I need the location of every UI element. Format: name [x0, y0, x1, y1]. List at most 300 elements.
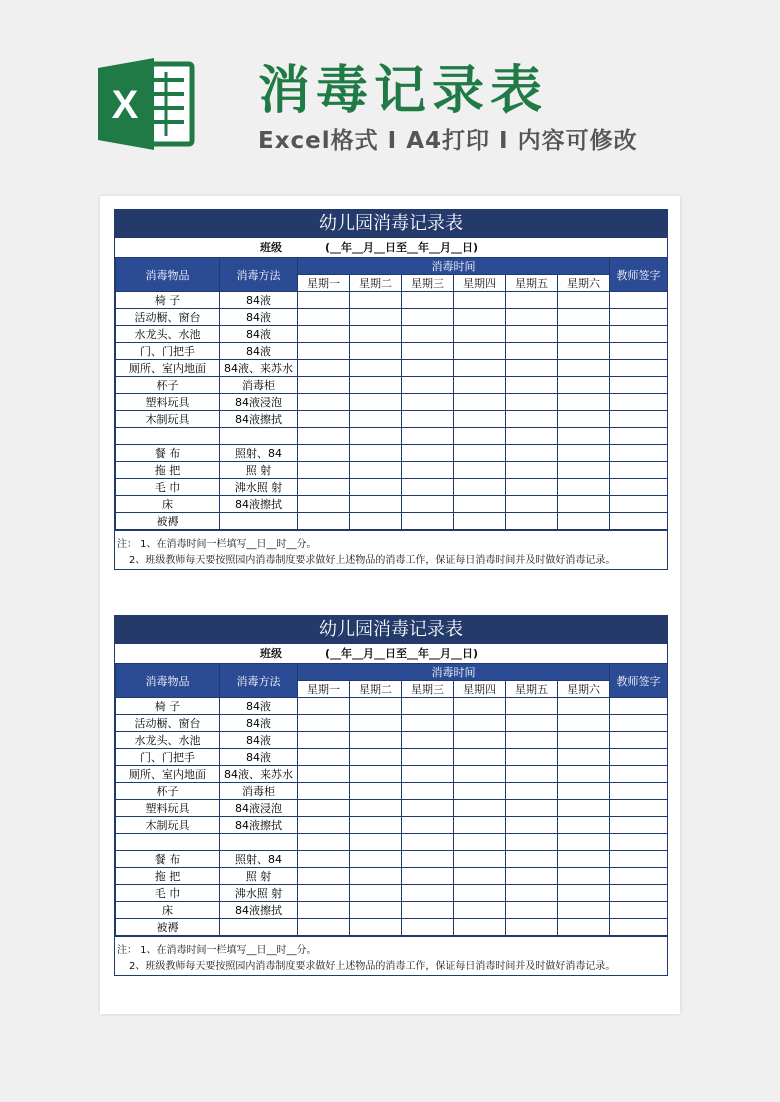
time-cell[interactable] [454, 428, 506, 445]
time-cell[interactable] [558, 445, 610, 462]
time-cell[interactable] [454, 715, 506, 732]
time-cell[interactable] [350, 462, 402, 479]
header-day: 星期五 [506, 275, 558, 292]
table-row [116, 496, 668, 513]
time-cell[interactable] [402, 513, 454, 530]
time-cell[interactable] [558, 343, 610, 360]
time-cell[interactable] [558, 732, 610, 749]
item-cell: 椅 子 [116, 292, 220, 309]
signature-cell[interactable] [610, 479, 668, 496]
table-row [116, 309, 668, 326]
banner [0, 0, 780, 185]
time-cell[interactable] [402, 360, 454, 377]
time-cell[interactable] [558, 394, 610, 411]
method-cell: 84液、来苏水 [220, 360, 298, 377]
time-cell[interactable] [402, 800, 454, 817]
time-cell[interactable] [298, 783, 350, 800]
time-cell[interactable] [350, 394, 402, 411]
time-cell[interactable] [402, 749, 454, 766]
time-cell[interactable] [402, 834, 454, 851]
time-cell[interactable] [506, 749, 558, 766]
item-cell: 杯子 [116, 377, 220, 394]
time-cell[interactable] [298, 766, 350, 783]
method-cell: 84液 [220, 343, 298, 360]
time-cell[interactable] [298, 885, 350, 902]
item-cell: 拖 把 [116, 868, 220, 885]
table-row [116, 411, 668, 428]
time-cell[interactable] [298, 326, 350, 343]
method-cell: 84液 [220, 292, 298, 309]
time-cell[interactable] [350, 343, 402, 360]
item-cell: 水龙头、水池 [116, 732, 220, 749]
table-row [116, 732, 668, 749]
time-cell[interactable] [454, 292, 506, 309]
document-page [100, 196, 680, 1014]
method-cell: 消毒柜 [220, 783, 298, 800]
table-row [116, 766, 668, 783]
time-cell[interactable] [298, 445, 350, 462]
time-cell[interactable] [558, 292, 610, 309]
item-cell: 活动橱、窗台 [116, 309, 220, 326]
time-cell[interactable] [402, 496, 454, 513]
time-cell[interactable] [454, 800, 506, 817]
time-cell[interactable] [402, 292, 454, 309]
signature-cell[interactable] [610, 513, 668, 530]
item-cell: 厕所、室内地面 [116, 766, 220, 783]
time-cell[interactable] [402, 377, 454, 394]
time-cell[interactable] [558, 919, 610, 936]
time-cell[interactable] [558, 749, 610, 766]
table-row [116, 919, 668, 936]
time-cell[interactable] [350, 749, 402, 766]
item-cell: 椅 子 [116, 698, 220, 715]
excel-icon [98, 58, 198, 150]
method-cell: 84液擦拭 [220, 411, 298, 428]
banner-title: 消毒记录表 [258, 61, 549, 121]
time-cell[interactable] [506, 428, 558, 445]
time-cell[interactable] [298, 428, 350, 445]
item-cell [116, 834, 220, 851]
time-cell[interactable] [298, 817, 350, 834]
time-cell[interactable] [402, 394, 454, 411]
time-cell[interactable] [350, 766, 402, 783]
header-signature: 教师签字 [610, 258, 668, 292]
time-cell[interactable] [454, 868, 506, 885]
method-cell: 84液 [220, 732, 298, 749]
time-cell[interactable] [350, 326, 402, 343]
time-cell[interactable] [558, 817, 610, 834]
method-cell: 84液浸泡 [220, 394, 298, 411]
signature-cell[interactable] [610, 783, 668, 800]
signature-cell[interactable] [610, 377, 668, 394]
time-cell[interactable] [506, 377, 558, 394]
time-cell[interactable] [402, 428, 454, 445]
item-cell: 被褥 [116, 513, 220, 530]
header-day: 星期三 [402, 275, 454, 292]
time-cell[interactable] [558, 309, 610, 326]
time-cell[interactable] [298, 309, 350, 326]
signature-cell[interactable] [610, 698, 668, 715]
time-cell[interactable] [350, 309, 402, 326]
table-body [116, 698, 668, 936]
time-cell[interactable] [402, 326, 454, 343]
time-cell[interactable] [506, 834, 558, 851]
time-cell[interactable] [558, 428, 610, 445]
signature-cell[interactable] [610, 360, 668, 377]
signature-cell[interactable] [610, 834, 668, 851]
time-cell[interactable] [506, 394, 558, 411]
time-cell[interactable] [506, 445, 558, 462]
time-cell[interactable] [506, 513, 558, 530]
time-cell[interactable] [454, 919, 506, 936]
time-cell[interactable] [350, 479, 402, 496]
time-cell[interactable] [506, 462, 558, 479]
signature-cell[interactable] [610, 496, 668, 513]
time-cell[interactable] [350, 360, 402, 377]
time-cell[interactable] [558, 377, 610, 394]
signature-cell[interactable] [610, 800, 668, 817]
time-cell[interactable] [298, 377, 350, 394]
form-title: 幼儿园消毒记录表 [115, 210, 667, 237]
time-cell[interactable] [454, 749, 506, 766]
time-cell[interactable] [506, 715, 558, 732]
table-row [116, 698, 668, 715]
time-cell[interactable] [350, 902, 402, 919]
time-cell[interactable] [298, 868, 350, 885]
time-cell[interactable] [454, 817, 506, 834]
item-cell: 餐 布 [116, 851, 220, 868]
time-cell[interactable] [350, 428, 402, 445]
time-cell[interactable] [454, 343, 506, 360]
method-cell [220, 834, 298, 851]
method-cell: 照射、84 [220, 445, 298, 462]
time-cell[interactable] [298, 394, 350, 411]
header-item: 消毒物品 [116, 664, 220, 698]
time-cell[interactable] [402, 698, 454, 715]
time-cell[interactable] [506, 800, 558, 817]
time-cell[interactable] [558, 766, 610, 783]
time-cell[interactable] [506, 885, 558, 902]
method-cell: 84液 [220, 715, 298, 732]
date-range: (__年__月__日至__年__月__日) [325, 241, 479, 254]
time-cell[interactable] [558, 479, 610, 496]
signature-cell[interactable] [610, 732, 668, 749]
item-cell: 塑料玩具 [116, 394, 220, 411]
method-cell: 消毒柜 [220, 377, 298, 394]
time-cell[interactable] [298, 851, 350, 868]
time-cell[interactable] [402, 411, 454, 428]
time-cell[interactable] [350, 868, 402, 885]
time-cell[interactable] [402, 462, 454, 479]
item-cell: 床 [116, 496, 220, 513]
method-cell: 照 射 [220, 462, 298, 479]
time-cell[interactable] [298, 698, 350, 715]
signature-cell[interactable] [610, 817, 668, 834]
time-cell[interactable] [506, 496, 558, 513]
time-cell[interactable] [350, 783, 402, 800]
date-range: (__年__月__日至__年__月__日) [325, 647, 479, 660]
time-cell[interactable] [298, 462, 350, 479]
record-form-1 [114, 209, 668, 570]
item-cell: 木制玩具 [116, 817, 220, 834]
time-cell[interactable] [350, 834, 402, 851]
time-cell[interactable] [298, 496, 350, 513]
time-cell[interactable] [454, 309, 506, 326]
signature-cell[interactable] [610, 445, 668, 462]
signature-cell[interactable] [610, 411, 668, 428]
time-cell[interactable] [298, 513, 350, 530]
time-cell[interactable] [506, 360, 558, 377]
method-cell: 84液浸泡 [220, 800, 298, 817]
time-cell[interactable] [402, 479, 454, 496]
time-cell[interactable] [506, 698, 558, 715]
time-cell[interactable] [298, 800, 350, 817]
time-cell[interactable] [558, 834, 610, 851]
time-cell[interactable] [506, 479, 558, 496]
time-cell[interactable] [558, 902, 610, 919]
time-cell[interactable] [454, 698, 506, 715]
header-day: 星期二 [350, 275, 402, 292]
record-form-2 [114, 615, 668, 976]
table-body [116, 292, 668, 530]
time-cell[interactable] [350, 732, 402, 749]
time-cell[interactable] [350, 715, 402, 732]
signature-cell[interactable] [610, 343, 668, 360]
time-cell[interactable] [298, 292, 350, 309]
time-cell[interactable] [454, 445, 506, 462]
time-cell[interactable] [558, 800, 610, 817]
time-cell[interactable] [454, 496, 506, 513]
table-row [116, 462, 668, 479]
notes [115, 530, 667, 569]
time-cell[interactable] [298, 411, 350, 428]
time-cell[interactable] [454, 326, 506, 343]
time-cell[interactable] [402, 715, 454, 732]
method-cell [220, 919, 298, 936]
method-cell: 84液擦拭 [220, 817, 298, 834]
time-cell[interactable] [402, 885, 454, 902]
time-cell[interactable] [402, 445, 454, 462]
table-row [116, 343, 668, 360]
time-cell[interactable] [454, 766, 506, 783]
time-cell[interactable] [350, 851, 402, 868]
time-cell[interactable] [402, 919, 454, 936]
signature-cell[interactable] [610, 715, 668, 732]
time-cell[interactable] [298, 715, 350, 732]
note-1: 注： 1、在消毒时间一栏填写__日__时__分。 [117, 539, 317, 550]
time-cell[interactable] [402, 817, 454, 834]
item-cell: 床 [116, 902, 220, 919]
time-cell[interactable] [298, 343, 350, 360]
method-cell: 84液、来苏水 [220, 766, 298, 783]
time-cell[interactable] [506, 732, 558, 749]
table-row [116, 749, 668, 766]
table-row [116, 479, 668, 496]
time-cell[interactable] [350, 817, 402, 834]
item-cell: 毛 巾 [116, 885, 220, 902]
header-item: 消毒物品 [116, 258, 220, 292]
signature-cell[interactable] [610, 868, 668, 885]
time-cell[interactable] [558, 715, 610, 732]
time-cell[interactable] [454, 885, 506, 902]
table-row [116, 851, 668, 868]
time-cell[interactable] [506, 817, 558, 834]
table-row [116, 885, 668, 902]
table-row [116, 428, 668, 445]
signature-cell[interactable] [610, 292, 668, 309]
time-cell[interactable] [350, 800, 402, 817]
method-cell: 沸水照 射 [220, 479, 298, 496]
time-cell[interactable] [298, 732, 350, 749]
time-cell[interactable] [350, 919, 402, 936]
time-cell[interactable] [558, 462, 610, 479]
item-cell [116, 428, 220, 445]
time-cell[interactable] [558, 885, 610, 902]
time-cell[interactable] [454, 783, 506, 800]
time-cell[interactable] [506, 868, 558, 885]
time-cell[interactable] [350, 698, 402, 715]
header-day: 星期一 [298, 275, 350, 292]
method-cell: 84液擦拭 [220, 902, 298, 919]
table-row [116, 800, 668, 817]
method-cell: 84液 [220, 326, 298, 343]
time-cell[interactable] [506, 902, 558, 919]
time-cell[interactable] [298, 360, 350, 377]
time-cell[interactable] [506, 851, 558, 868]
item-cell: 被褥 [116, 919, 220, 936]
time-cell[interactable] [558, 496, 610, 513]
time-cell[interactable] [506, 783, 558, 800]
class-label: 班级 [260, 647, 282, 660]
time-cell[interactable] [402, 343, 454, 360]
table-row [116, 902, 668, 919]
time-cell[interactable] [454, 513, 506, 530]
time-cell[interactable] [402, 851, 454, 868]
method-cell: 84液 [220, 698, 298, 715]
time-cell[interactable] [402, 732, 454, 749]
class-line [115, 237, 667, 257]
time-cell[interactable] [454, 411, 506, 428]
time-cell[interactable] [454, 851, 506, 868]
signature-cell[interactable] [610, 394, 668, 411]
signature-cell[interactable] [610, 902, 668, 919]
time-cell[interactable] [506, 309, 558, 326]
time-cell[interactable] [454, 377, 506, 394]
time-cell[interactable] [506, 766, 558, 783]
signature-cell[interactable] [610, 766, 668, 783]
time-cell[interactable] [558, 851, 610, 868]
time-cell[interactable] [506, 411, 558, 428]
time-cell[interactable] [298, 919, 350, 936]
time-cell[interactable] [298, 479, 350, 496]
item-cell: 木制玩具 [116, 411, 220, 428]
method-cell: 照 射 [220, 868, 298, 885]
time-cell[interactable] [454, 462, 506, 479]
signature-cell[interactable] [610, 885, 668, 902]
time-cell[interactable] [454, 360, 506, 377]
item-cell: 厕所、室内地面 [116, 360, 220, 377]
time-cell[interactable] [402, 766, 454, 783]
time-cell[interactable] [298, 834, 350, 851]
method-cell: 沸水照 射 [220, 885, 298, 902]
signature-cell[interactable] [610, 749, 668, 766]
time-cell[interactable] [558, 698, 610, 715]
time-cell[interactable] [402, 309, 454, 326]
time-cell[interactable] [558, 783, 610, 800]
header-day: 星期二 [350, 681, 402, 698]
signature-cell[interactable] [610, 919, 668, 936]
item-cell: 水龙头、水池 [116, 326, 220, 343]
signature-cell[interactable] [610, 462, 668, 479]
time-cell[interactable] [454, 834, 506, 851]
time-cell[interactable] [558, 513, 610, 530]
time-cell[interactable] [350, 445, 402, 462]
note-1: 注： 1、在消毒时间一栏填写__日__时__分。 [117, 945, 317, 956]
time-cell[interactable] [506, 326, 558, 343]
time-cell[interactable] [298, 902, 350, 919]
time-cell[interactable] [402, 902, 454, 919]
signature-cell[interactable] [610, 851, 668, 868]
time-cell[interactable] [454, 732, 506, 749]
form-title: 幼儿园消毒记录表 [115, 616, 667, 643]
header-day: 星期一 [298, 681, 350, 698]
header-day: 星期六 [558, 681, 610, 698]
item-cell: 餐 布 [116, 445, 220, 462]
table-row [116, 326, 668, 343]
item-cell: 杯子 [116, 783, 220, 800]
header-time: 消毒时间 [298, 258, 610, 275]
method-cell: 84液擦拭 [220, 496, 298, 513]
method-cell [220, 513, 298, 530]
time-cell[interactable] [402, 868, 454, 885]
note-2: 2、班级教师每天要按照园内消毒制度要求做好上述物品的消毒工作，保证每日消毒时间并及时做好消毒记录。 [129, 961, 616, 972]
time-cell[interactable] [350, 513, 402, 530]
time-cell[interactable] [350, 377, 402, 394]
disinfection-table [115, 257, 668, 530]
signature-cell[interactable] [610, 326, 668, 343]
time-cell[interactable] [454, 902, 506, 919]
time-cell[interactable] [350, 496, 402, 513]
time-cell[interactable] [506, 292, 558, 309]
time-cell[interactable] [350, 292, 402, 309]
item-cell: 毛 巾 [116, 479, 220, 496]
time-cell[interactable] [402, 783, 454, 800]
item-cell: 塑料玩具 [116, 800, 220, 817]
class-line [115, 643, 667, 663]
signature-cell[interactable] [610, 428, 668, 445]
header-day: 星期四 [454, 275, 506, 292]
table-row [116, 834, 668, 851]
time-cell[interactable] [454, 394, 506, 411]
time-cell[interactable] [558, 360, 610, 377]
table-row [116, 715, 668, 732]
time-cell[interactable] [558, 868, 610, 885]
time-cell[interactable] [558, 326, 610, 343]
time-cell[interactable] [350, 411, 402, 428]
header-day: 星期五 [506, 681, 558, 698]
time-cell[interactable] [558, 411, 610, 428]
time-cell[interactable] [298, 749, 350, 766]
time-cell[interactable] [350, 885, 402, 902]
time-cell[interactable] [506, 919, 558, 936]
table-row [116, 360, 668, 377]
signature-cell[interactable] [610, 309, 668, 326]
time-cell[interactable] [454, 479, 506, 496]
disinfection-table [115, 663, 668, 936]
method-cell: 照射、84 [220, 851, 298, 868]
item-cell: 门、门把手 [116, 343, 220, 360]
time-cell[interactable] [506, 343, 558, 360]
